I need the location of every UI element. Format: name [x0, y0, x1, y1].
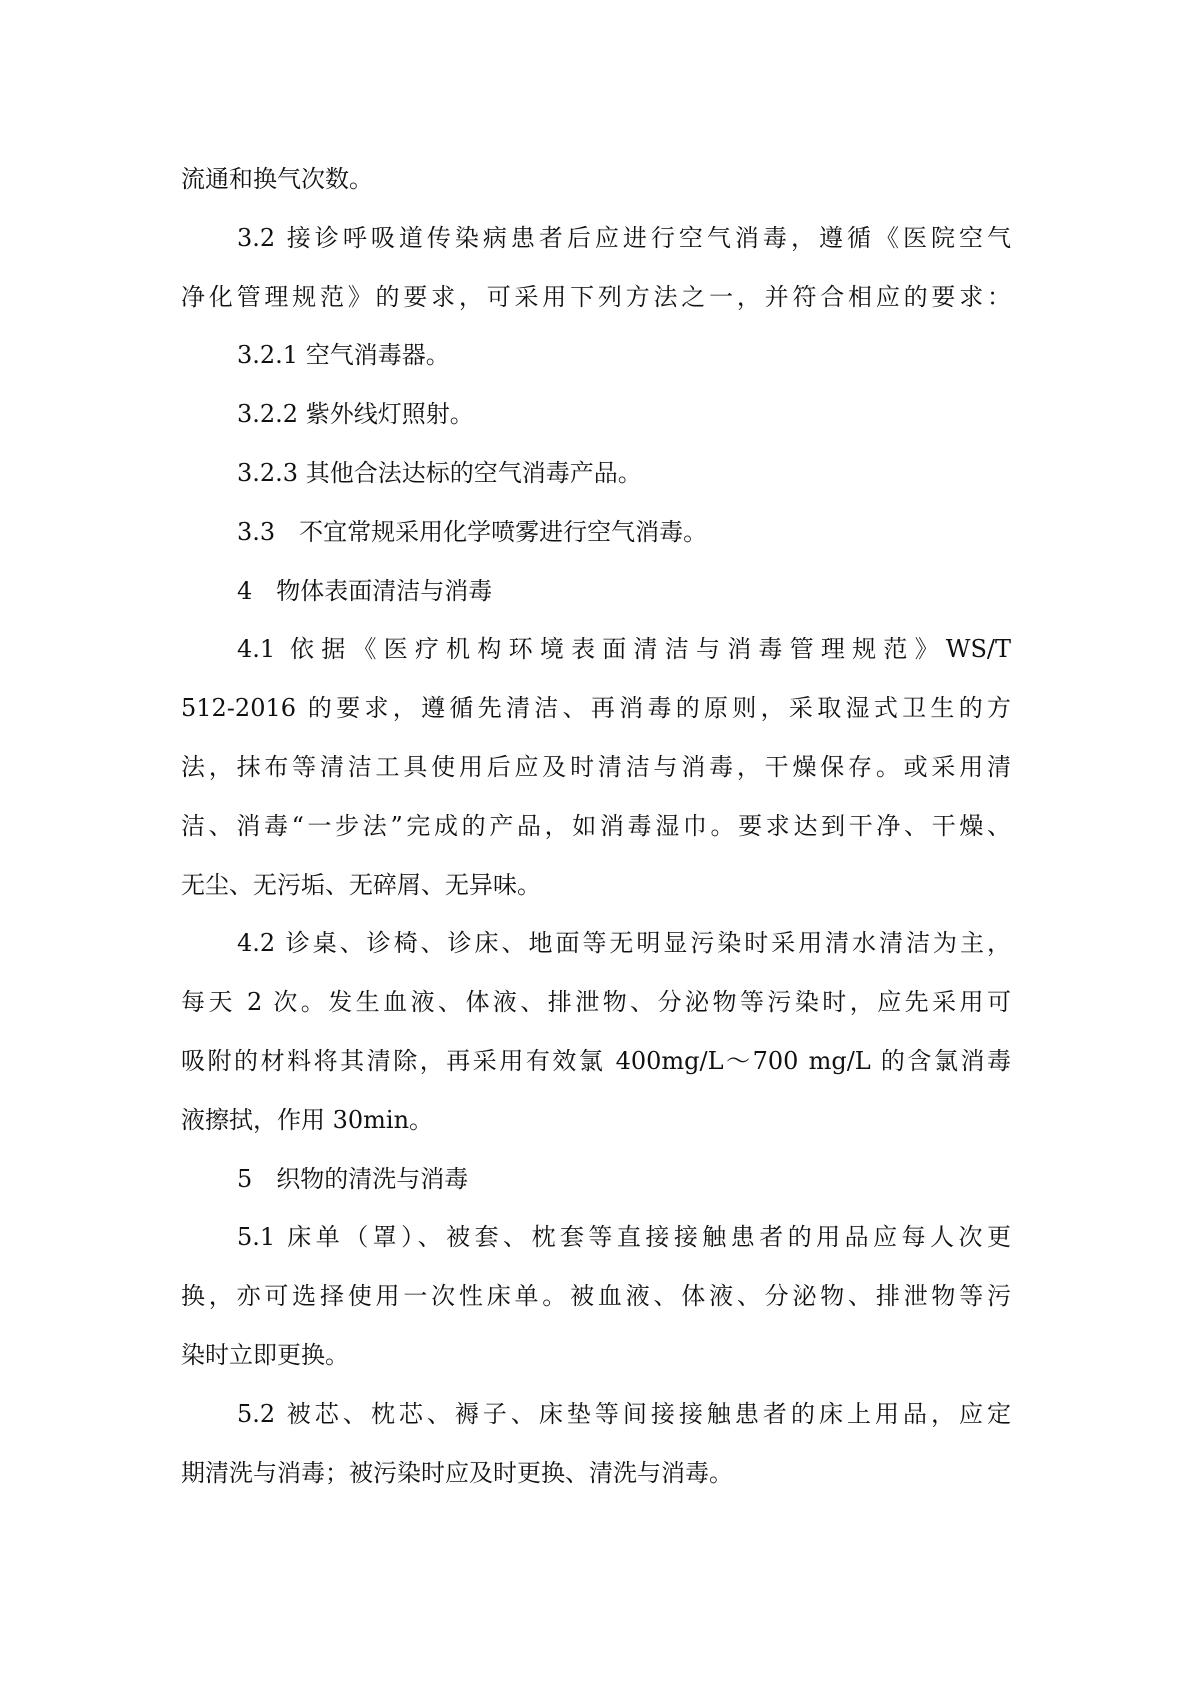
section-3-2-line: 3.2 接诊呼吸道传染病患者后应进行空气消毒，遵循《医院空气 — [237, 223, 1011, 252]
section-heading-4: 4 物体表面清洁与消毒 — [237, 576, 493, 605]
section-heading-5: 5 织物的清洗与消毒 — [237, 1164, 469, 1193]
paragraph-line: 每天 2 次。发生血液、体液、排泄物、分泌物等污染时，应先采用可 — [181, 988, 1011, 1017]
paragraph-line: 吸附的材料将其清除，再采用有效氯 400mg/L～700 mg/L 的含氯消毒 — [181, 1046, 1011, 1075]
section-4-2-line: 4.2 诊桌、诊椅、诊床、地面等无明显污染时采用清水清洁为主， — [237, 929, 1011, 958]
section-3-3-line: 3.3 不宜常规采用化学喷雾进行空气消毒。 — [237, 517, 708, 546]
paragraph-line: 流通和换气次数。 — [181, 165, 373, 193]
document-body — [181, 150, 1011, 1502]
paragraph-line: 换，亦可选择使用一次性床单。被血液、体液、分泌物、排泄物等污 — [181, 1282, 1011, 1311]
paragraph-line: 净化管理规范》的要求，可采用下列方法之一，并符合相应的要求： — [181, 282, 1011, 311]
paragraph-line: 洁、消毒“一步法”完成的产品，如消毒湿巾。要求达到干净、干燥、 — [181, 811, 1011, 840]
paragraph-line: 液擦拭，作用 30min。 — [181, 1105, 434, 1134]
section-3-2-2-line: 3.2.2 紫外线灯照射。 — [237, 400, 474, 429]
paragraph-line: 法，抹布等清洁工具使用后应及时清洁与消毒，干燥保存。或采用清 — [181, 752, 1011, 781]
paragraph-line: 期清洗与消毒；被污染时应及时更换、清洗与消毒。 — [181, 1458, 733, 1487]
paragraph-line: 512-2016 的要求，遵循先清洁、再消毒的原则，采取湿式卫生的方 — [181, 694, 1011, 723]
section-5-2-line: 5.2 被芯、枕芯、褥子、床垫等间接接触患者的床上用品，应定 — [237, 1399, 1011, 1428]
section-3-2-3-line: 3.2.3 其他合法达标的空气消毒产品。 — [237, 458, 642, 487]
section-3-2-1-line: 3.2.1 空气消毒器。 — [237, 341, 450, 370]
paragraph-line: 染时立即更换。 — [181, 1340, 349, 1369]
paragraph-line: 无尘、无污垢、无碎屑、无异味。 — [181, 870, 541, 899]
section-4-1-line: 4.1 依据《医疗机构环境表面清洁与消毒管理规范》WS/T — [237, 635, 1011, 664]
section-5-1-line: 5.1 床单（罩）、被套、枕套等直接接触患者的用品应每人次更 — [237, 1223, 1011, 1252]
